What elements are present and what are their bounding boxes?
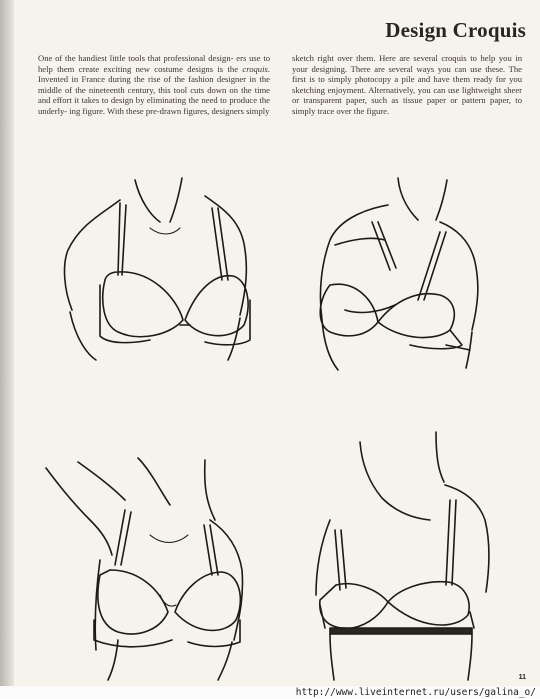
source-url-footer[interactable]: http://www.liveinternet.ru/users/galina_o/ <box>0 686 540 699</box>
intro-text-part-2: . Invented in France during the rise of the fashion designer in the middle of the nineteenth century, this tool cuts down on the time and effort it takes to design by eliminating the need to produce the underly- ing figure. With these pre-drawn figures, designers simply <box>38 63 270 116</box>
croquis-term: croquis <box>242 63 268 74</box>
page-title: Design Croquis <box>385 18 526 42</box>
intro-text-part-1: One of the handiest little tools that professional design- ers use to help them create exciting new costume designs is the <box>38 53 270 74</box>
croquis-arm-raised <box>46 458 243 680</box>
croquis-shoulder-turn <box>316 432 489 680</box>
intro-text-right: sketch right over them. Here are several croquis to help you in your designing. There are several ways you can use these. The first is to simply photocopy a pile and have them ready for you sketching enjoyment. Alternatively, you can use lightweight sheer or transparent paper, such as tissue paper or pattern paper, to simply trace over the figure. <box>292 53 522 116</box>
croquis-front <box>65 178 250 360</box>
croquis-three-quarter <box>320 178 478 370</box>
page-number: 11 <box>518 674 526 681</box>
